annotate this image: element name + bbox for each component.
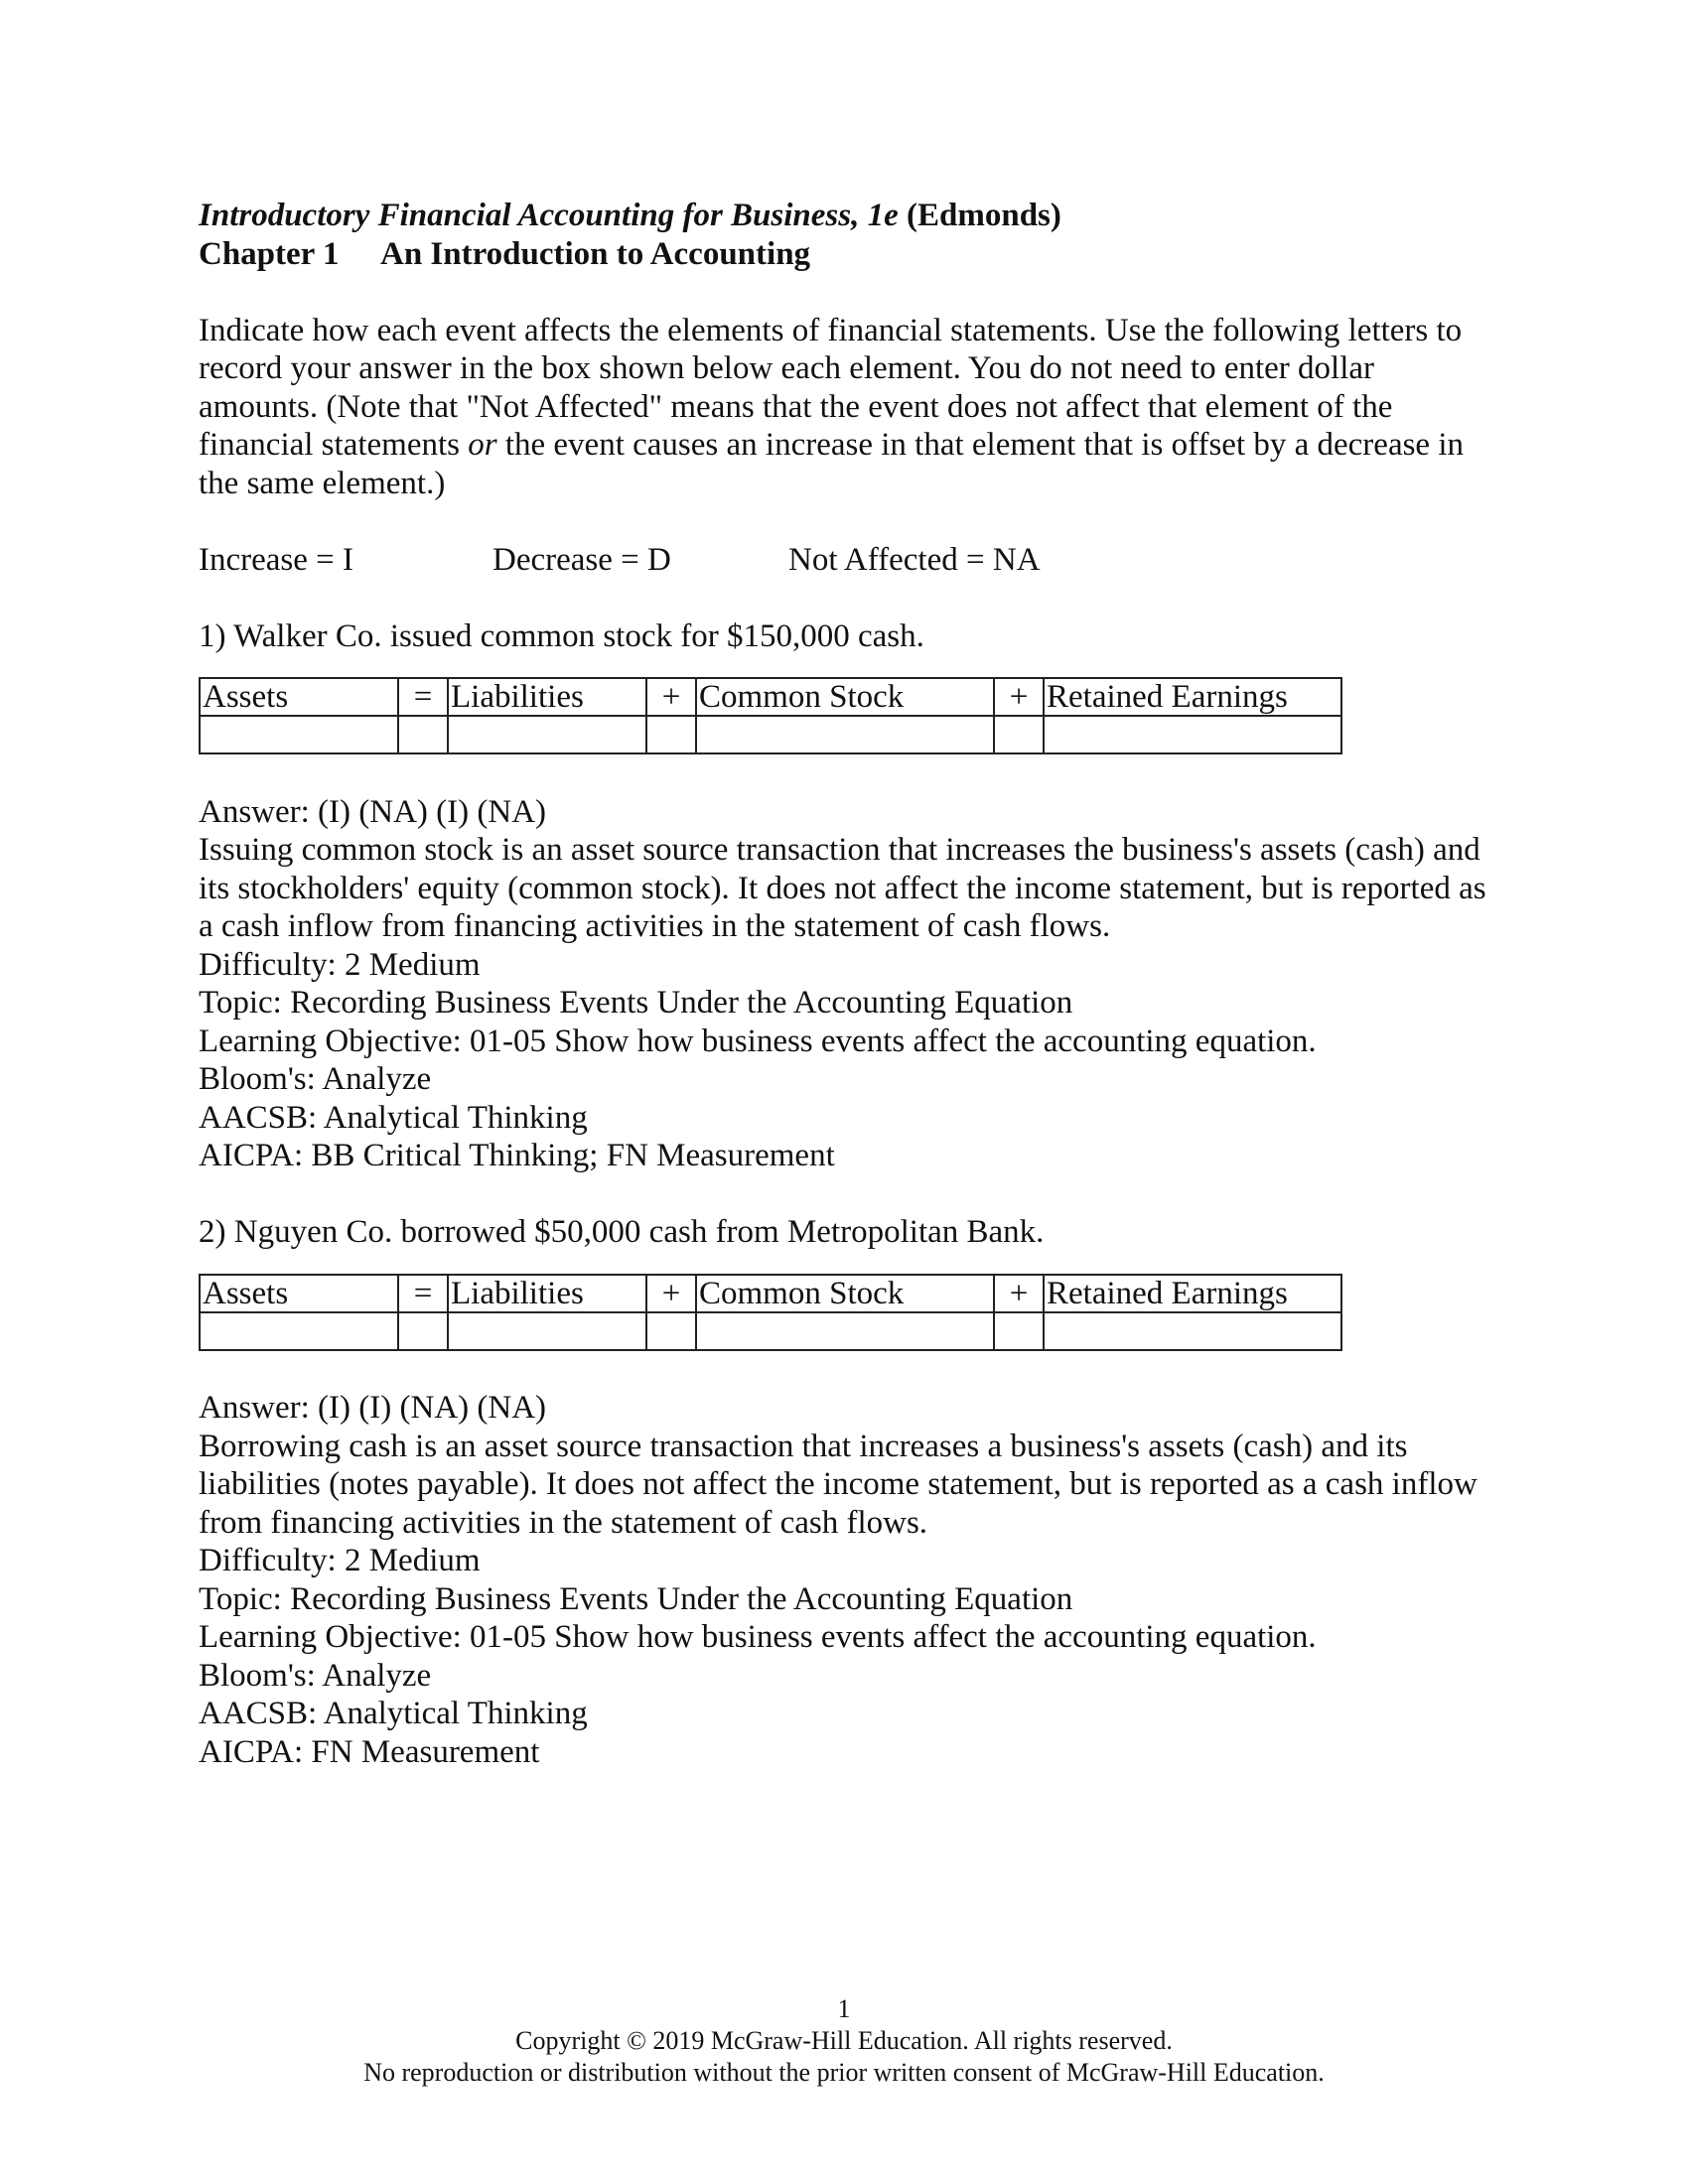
equals-sign: = <box>398 1275 448 1312</box>
book-title: Introductory Financial Accounting for Business, 1e <box>199 198 899 233</box>
document-page <box>199 197 1489 1771</box>
book-title-line <box>199 197 1489 235</box>
reproduction-notice: No reproduction or distribution without the prior written consent of McGraw-Hill Education. <box>363 2058 1325 2087</box>
learning-objective: Learning Objective: 01-05 Show how business events affect the accounting equation. <box>199 1619 1317 1655</box>
topic: Topic: Recording Business Events Under the Accounting Equation <box>199 1580 1073 1617</box>
blooms: Bloom's: Analyze <box>199 1657 432 1694</box>
instructions-emphasis: or <box>468 427 497 463</box>
answer-box-common-stock[interactable] <box>696 1312 994 1350</box>
answer-legend <box>199 541 1489 580</box>
accounting-equation-table <box>199 1274 1342 1351</box>
accounting-equation-table <box>199 677 1342 754</box>
question-1 <box>199 617 1489 1175</box>
aacsb: AACSB: Analytical Thinking <box>199 1696 588 1731</box>
answer-box-liabilities[interactable] <box>448 1312 646 1350</box>
chapter-title: An Introduction to Accounting <box>380 235 811 272</box>
aicpa: AICPA: FN Measurement <box>199 1733 540 1770</box>
header-assets: Assets <box>200 678 398 716</box>
answer-box-spacer <box>646 1312 696 1350</box>
blooms: Bloom's: Analyze <box>199 1061 432 1097</box>
answer-box-spacer <box>398 1312 448 1350</box>
answer-box-spacer <box>994 716 1044 753</box>
plus-sign: + <box>646 678 696 716</box>
header-retained-earnings: Retained Earnings <box>1044 1275 1341 1312</box>
answer-box-retained-earnings[interactable] <box>1044 1312 1341 1350</box>
aicpa: AICPA: BB Critical Thinking; FN Measurement <box>199 1138 835 1173</box>
question-2 <box>199 1213 1489 1771</box>
difficulty: Difficulty: 2 Medium <box>199 1543 481 1578</box>
answer-box-retained-earnings[interactable] <box>1044 716 1341 753</box>
answer-box-spacer <box>994 1312 1044 1350</box>
answer-explanation: Borrowing cash is an asset source transaction that increases a business's assets (cash) and its liabilities (notes payable). It does not affect the income statement, but is reported as a cash inflow from financing activities in the statement of cash flows. <box>199 1428 1477 1541</box>
instructions-text-2: the event causes an increase in that element that is offset by a decrease in the same element.) <box>199 427 1464 501</box>
difficulty: Difficulty: 2 Medium <box>199 946 481 983</box>
header-assets: Assets <box>200 1275 398 1312</box>
answer-box-row <box>200 1312 1341 1350</box>
answer-box-spacer <box>646 716 696 753</box>
legend-not-affected: Not Affected = NA <box>788 541 1041 578</box>
header-liabilities: Liabilities <box>448 678 646 716</box>
answer-box-row <box>200 716 1341 753</box>
plus-sign: + <box>994 1275 1044 1312</box>
answer-line: Answer: (I) (I) (NA) (NA) <box>199 1390 547 1426</box>
equation-header-row <box>200 1275 1341 1312</box>
legend-increase: Increase = I <box>199 541 354 578</box>
answer-box-assets[interactable] <box>200 1312 398 1350</box>
plus-sign: + <box>994 678 1044 716</box>
page-number: 1 <box>837 1994 851 2023</box>
header-liabilities: Liabilities <box>448 1275 646 1312</box>
equation-header-row <box>200 678 1341 716</box>
instructions-paragraph <box>199 312 1489 503</box>
question-text: 2) Nguyen Co. borrowed $50,000 cash from Metropolitan Bank. <box>199 1214 1045 1250</box>
legend-decrease: Decrease = D <box>492 541 671 578</box>
header-common-stock: Common Stock <box>696 1275 994 1312</box>
header-common-stock: Common Stock <box>696 678 994 716</box>
question-text: 1) Walker Co. issued common stock for $150,000 cash. <box>199 617 924 654</box>
answer-box-spacer <box>398 716 448 753</box>
answer-box-liabilities[interactable] <box>448 716 646 753</box>
answer-box-assets[interactable] <box>200 716 398 753</box>
copyright-line: Copyright © 2019 McGraw-Hill Education. All rights reserved. <box>515 2026 1173 2055</box>
book-author: (Edmonds) <box>898 198 1061 233</box>
learning-objective: Learning Objective: 01-05 Show how business events affect the accounting equation. <box>199 1023 1317 1059</box>
page-footer <box>0 1993 1688 2089</box>
aacsb: AACSB: Analytical Thinking <box>199 1099 588 1136</box>
topic: Topic: Recording Business Events Under the Accounting Equation <box>199 985 1073 1021</box>
header-retained-earnings: Retained Earnings <box>1044 678 1341 716</box>
chapter-number: Chapter 1 <box>199 235 340 272</box>
chapter-heading <box>199 235 1489 274</box>
answer-line: Answer: (I) (NA) (I) (NA) <box>199 793 547 830</box>
answer-box-common-stock[interactable] <box>696 716 994 753</box>
equals-sign: = <box>398 678 448 716</box>
answer-explanation: Issuing common stock is an asset source transaction that increases the business's assets (cash) and its stockholders' equity (common stock). It does not affect the income statement, but is reported as a cash inflow from financing activities in the statement of cash flows. <box>199 832 1486 944</box>
plus-sign: + <box>646 1275 696 1312</box>
instructions-text-1: Indicate how each event affects the elements of financial statements. Use the following letters to record your answer in the box shown below each element. You do not need to enter dollar amounts. (Note that "Not Affected" means that the event does not affect that element of the financial statements <box>199 312 1463 463</box>
